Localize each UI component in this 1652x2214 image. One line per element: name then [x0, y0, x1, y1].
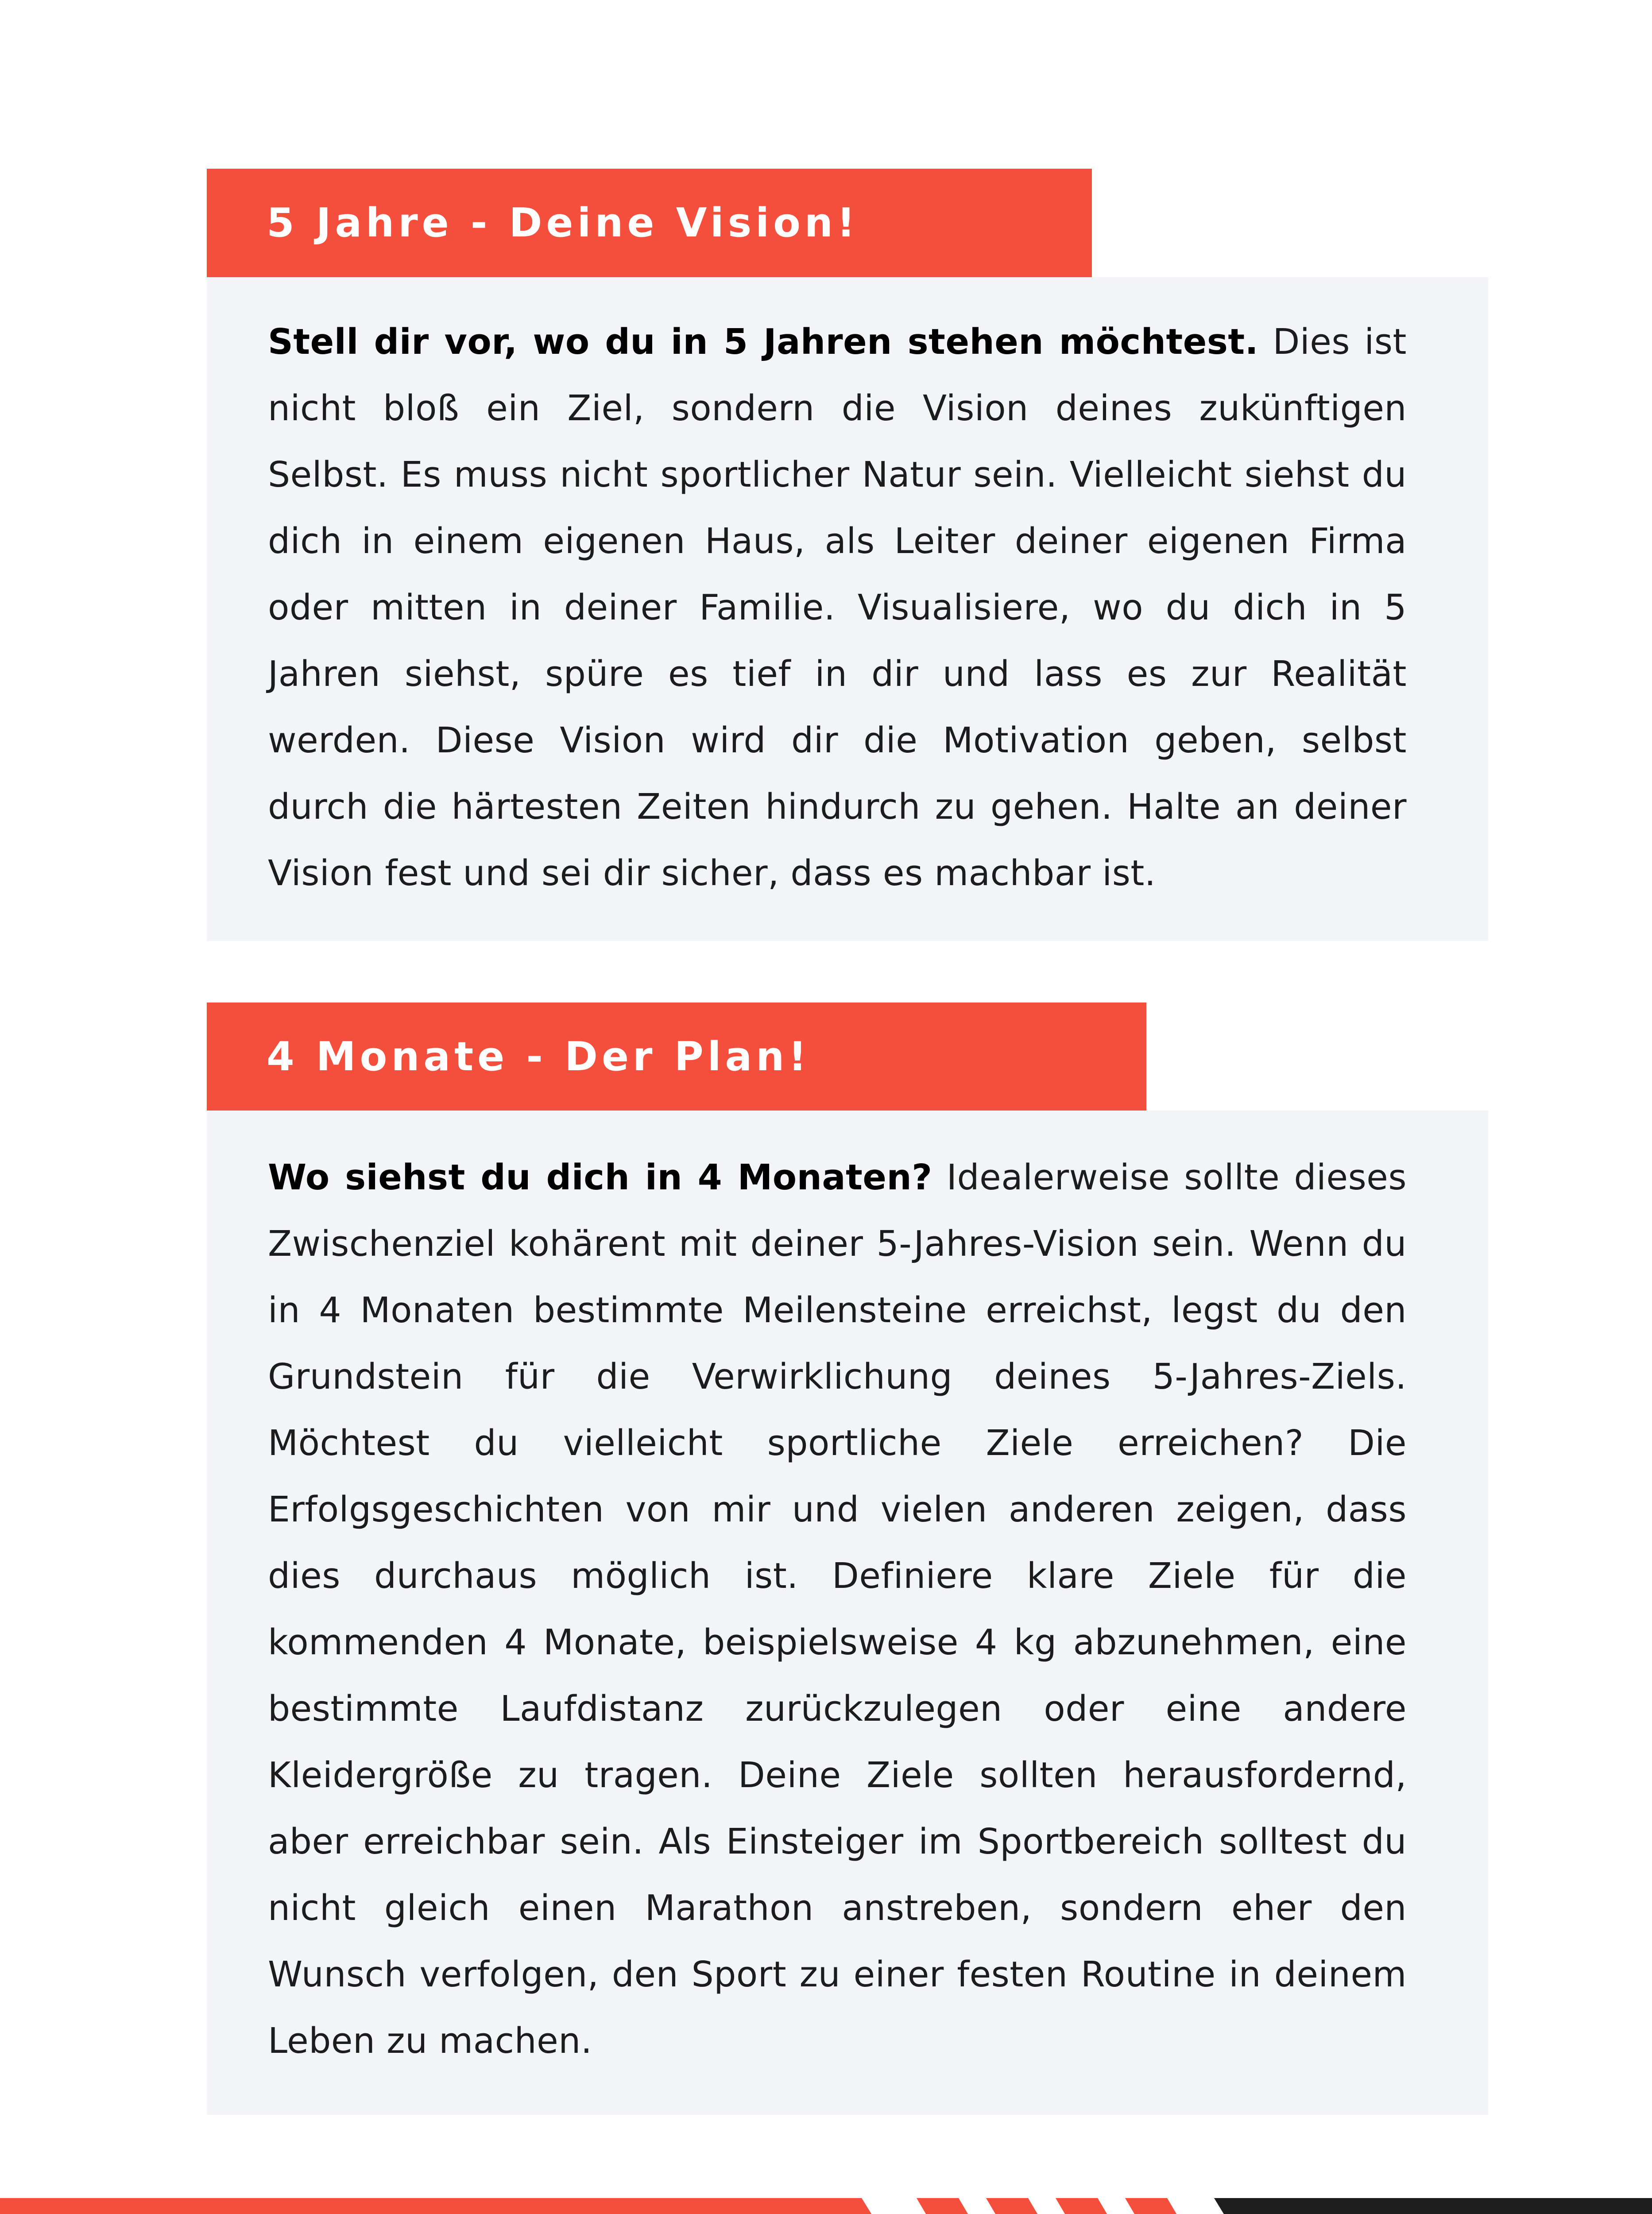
footer-dark-band [1214, 2198, 1652, 2214]
section-heading-vision-text: 5 Jahre - Deine Vision! [267, 200, 859, 246]
footer-graphic [0, 2198, 1652, 2214]
section-heading-plan-text: 4 Monate - Der Plan! [267, 1033, 811, 1080]
section-body-plan [268, 1144, 1407, 2074]
section-lead-plan: Wo siehst du dich in 4 Monaten? [268, 1157, 932, 1198]
section-body-vision [268, 309, 1407, 906]
section-content-plan [207, 1111, 1488, 2115]
section-text-plan: Idealerweise sollte dieses Zwischenziel kohärent mit deiner 5-Jahres-Vision sein. Wenn du in 4 Monaten bestimmte Meilensteine erreichst, legst du den Grundstein für die Verwirklichung deines 5-Jahres-Ziels. Möchtest du vielleicht sportliche Ziele erreichen? Die Erfolgsgeschichten von mir und vielen anderen zeigen, dass dies durchaus möglich ist. Definiere klare Ziele für die kommenden 4 Monate, beispielsweise 4 kg abzunehmen, eine bestimmte Laufdistanz zurückzulegen oder eine andere Kleidergröße zu tragen. Deine Ziele sollten herausfordernd, aber erreichbar sein. Als Einsteiger im Sportbereich solltest du nicht gleich einen Marathon anstreben, sondern eher den Wunsch verfolgen, den Sport zu einer festen Routine in deinem Leben zu machen. [268, 1157, 1407, 2061]
section-lead-vision: Stell dir vor, wo du in 5 Jahren stehen möchtest. [268, 321, 1259, 362]
section-heading-vision [207, 169, 1092, 277]
footer-red-band [0, 2198, 925, 2214]
footer-stripe-4 [1125, 2198, 1227, 2214]
section-heading-plan [207, 1002, 1146, 1111]
section-content-vision [207, 277, 1488, 941]
section-text-vision: Dies ist nicht bloß ein Ziel, sondern die Vision deines zukünftigen Selbst. Es muss nicht sportlicher Natur sein. Vielleicht siehst du dich in einem eigenen Haus, als Leiter deiner eigenen Firma oder mitten in deiner Familie. Visualisiere, wo du dich in 5 Jahren siehst, spüre es tief in dir und lass es zur Realität werden. Diese Vision wird dir die Motivation geben, selbst durch die härtesten Zeiten hindurch zu gehen. Halte an deiner Vision fest und sei dir sicher, dass es machbar ist. [268, 321, 1407, 894]
page-footer [0, 2198, 1652, 2214]
